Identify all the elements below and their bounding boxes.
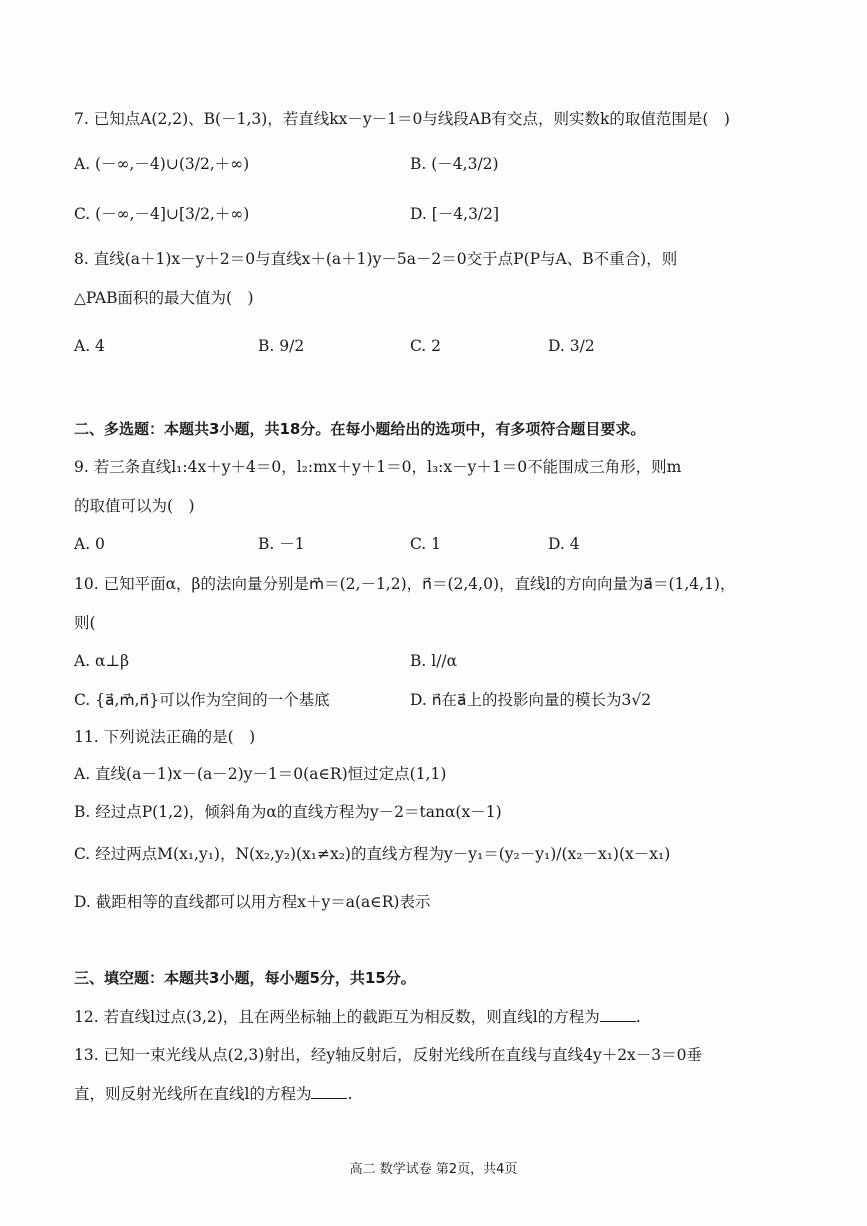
q13-end: . xyxy=(347,1085,353,1103)
q7-option-b: B. (－4,3/2) xyxy=(410,155,499,173)
q9-option-a: A. 0 xyxy=(74,535,105,553)
section-3-heading: 三、填空题：本题共3小题，每小题5分，共15分。 xyxy=(74,969,416,987)
q8-stem-line1: 8. 直线(a＋1)x－y＋2＝0与直线x＋(a＋1)y－5a－2＝0交于点P(P与A、B不重合)，则 xyxy=(74,250,678,268)
q9-option-d: D. 4 xyxy=(548,535,580,553)
q9-option-c: C. 1 xyxy=(410,535,442,553)
q8-option-a: A. 4 xyxy=(74,337,105,355)
q10-stem-line2: 则( xyxy=(74,614,96,632)
q11-option-a: A. 直线(a－1)x－(a－2)y－1＝0(a∈R)恒过定点(1,1) xyxy=(74,765,447,783)
q9-stem-line1: 9. 若三条直线l₁:4x＋y＋4＝0，l₂:mx＋y＋1＝0，l₃:x－y＋1＝0不能围成三角形，则m xyxy=(74,458,682,476)
q13-answer-blank[interactable] xyxy=(311,1084,347,1099)
q7-option-d: D. [－4,3/2] xyxy=(410,205,500,223)
q8-option-b: B. 9/2 xyxy=(258,337,305,355)
q12-stem: 12. 若直线l过点(3,2)，且在两坐标轴上的截距互为相反数，则直线l的方程为 xyxy=(74,1008,600,1026)
q10-option-c: C. {a⃗,m⃗,n⃗}可以作为空间的一个基底 xyxy=(74,691,330,709)
q12-answer-blank[interactable] xyxy=(600,1007,636,1022)
q12-end: . xyxy=(635,1008,641,1026)
q11-option-b: B. 经过点P(1,2)，倾斜角为α的直线方程为y－2＝tanα(x－1) xyxy=(74,803,502,821)
q10-option-a: A. α⊥β xyxy=(74,652,130,670)
q11-option-d: D. 截距相等的直线都可以用方程x＋y＝a(a∈R)表示 xyxy=(74,893,431,911)
page-footer: 高二 数学试卷 第2页，共4页 xyxy=(349,1162,518,1177)
section-2-heading: 二、多选题：本题共3小题，共18分。在每小题给出的选项中，有多项符合题目要求。 xyxy=(74,420,646,438)
q9-stem-line2: 的取值可以为( ) xyxy=(74,497,195,515)
q10-option-b: B. l//α xyxy=(410,652,458,670)
q8-option-d: D. 3/2 xyxy=(548,337,595,355)
q12-stem-line xyxy=(74,1006,867,1028)
q7-option-a: A. (－∞,－4)∪(3/2,＋∞) xyxy=(74,155,250,173)
q11-stem: 11. 下列说法正确的是( ) xyxy=(74,728,256,746)
q13-stem-line2-wrap xyxy=(74,1083,867,1105)
q11-option-c: C. 经过两点M(x₁,y₁)，N(x₂,y₂)(x₁≠x₂)的直线方程为y－y₁＝(y₂－y₁)/(x₂－x₁)(x－x₁) xyxy=(74,845,671,863)
q7-stem: 7. 已知点A(2,2)、B(－1,3)，若直线kx－y－1＝0与线段AB有交点，则实数k的取值范围是( ) xyxy=(74,110,730,128)
q7-option-c: C. (－∞,－4]∪[3/2,＋∞) xyxy=(74,205,250,223)
q10-stem-line1: 10. 已知平面α，β的法向量分别是m⃗＝(2,－1,2)，n⃗＝(2,4,0)，直线l的方向向量为a⃗＝(1,4,1)， xyxy=(74,575,736,593)
q13-stem-line2: 直，则反射光线所在直线l的方程为 xyxy=(74,1085,312,1103)
q8-option-c: C. 2 xyxy=(410,337,442,355)
q10-option-d: D. n⃗在a⃗上的投影向量的模长为3√2 xyxy=(410,691,652,709)
q13-stem-line1: 13. 已知一束光线从点(2,3)射出，经y轴反射后，反射光线所在直线与直线4y＋2x－3＝0垂 xyxy=(74,1046,703,1064)
q9-option-b: B. －1 xyxy=(258,535,305,553)
q8-stem-line2: △PAB面积的最大值为( ) xyxy=(74,289,254,307)
